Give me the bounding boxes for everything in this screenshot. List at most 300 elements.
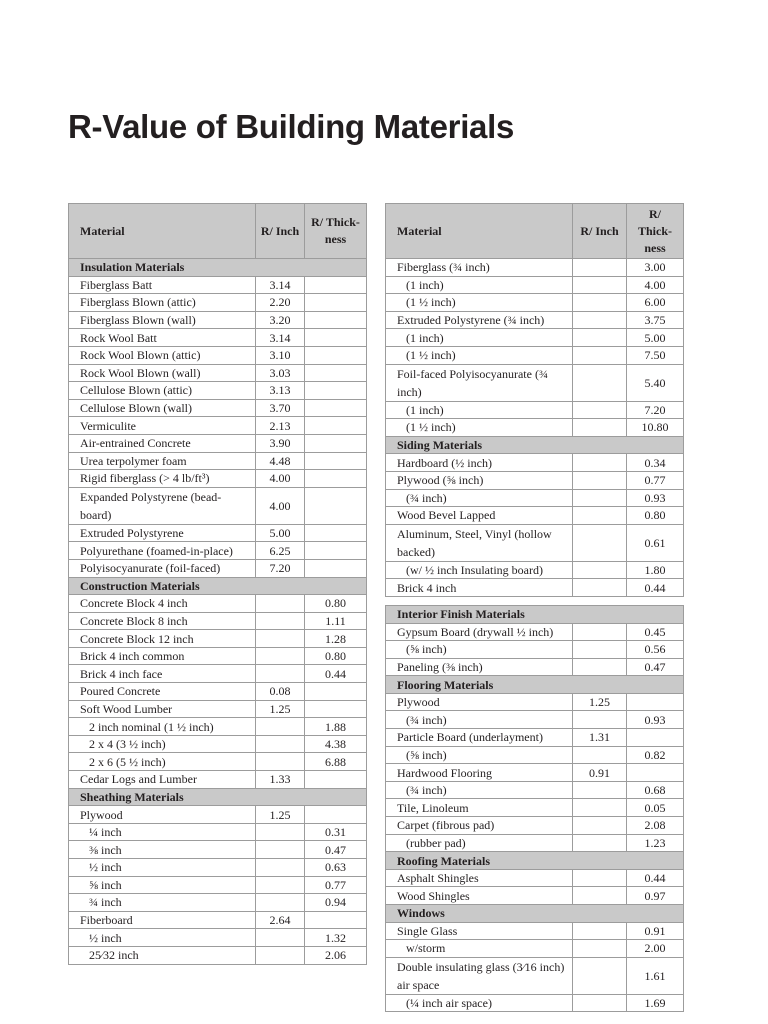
r-thickness-cell	[305, 311, 367, 329]
table-row	[69, 823, 367, 841]
r-thickness-cell: 0.44	[627, 869, 684, 887]
table-row	[386, 561, 684, 579]
r-thickness-cell	[305, 417, 367, 435]
r-inch-cell	[256, 894, 305, 912]
material-cell: ⅝ inch	[69, 876, 256, 894]
table-row	[69, 876, 367, 894]
table-row	[386, 329, 684, 347]
table-row	[386, 729, 684, 747]
material-cell: Cedar Logs and Lumber	[69, 771, 256, 789]
table-row	[69, 612, 367, 630]
material-cell: (1 inch)	[386, 401, 573, 419]
material-cell: Brick 4 inch face	[69, 665, 256, 683]
material-cell: (rubber pad)	[386, 834, 573, 852]
table-row	[69, 630, 367, 648]
material-cell: (1 inch)	[386, 329, 573, 347]
table-row	[386, 641, 684, 659]
section-header-row	[69, 788, 367, 806]
material-cell: Rock Wool Blown (attic)	[69, 346, 256, 364]
section-header-row	[386, 605, 684, 623]
r-inch-cell	[573, 711, 627, 729]
r-inch-cell: 1.25	[256, 806, 305, 824]
material-cell: w/storm	[386, 940, 573, 958]
table-row	[69, 470, 367, 488]
r-thickness-cell: 0.77	[627, 471, 684, 489]
r-thickness-cell: 0.77	[305, 876, 367, 894]
r-thickness-cell	[305, 683, 367, 701]
table-row	[69, 524, 367, 542]
r-thickness-cell: 0.80	[305, 647, 367, 665]
r-thickness-cell	[305, 470, 367, 488]
material-cell: Polyisocyanurate (foil-faced)	[69, 559, 256, 577]
material-cell: Double insulating glass (3⁄16 inch) air space	[386, 957, 573, 994]
material-cell: Tile, Linoleum	[386, 799, 573, 817]
r-thickness-cell: 0.68	[627, 781, 684, 799]
table-row	[69, 559, 367, 577]
material-cell: (¼ inch air space)	[386, 994, 573, 1012]
r-thickness-cell: 3.00	[627, 259, 684, 277]
r-thickness-cell	[305, 399, 367, 417]
material-cell: Aluminum, Steel, Vinyl (hollow backed)	[386, 524, 573, 561]
material-cell: (1 ½ inch)	[386, 346, 573, 364]
material-cell: Paneling (⅜ inch)	[386, 658, 573, 676]
material-cell: Concrete Block 12 inch	[69, 630, 256, 648]
table-row	[69, 364, 367, 382]
r-inch-cell: 3.13	[256, 382, 305, 400]
r-thickness-cell: 5.40	[627, 364, 684, 401]
table-row	[386, 994, 684, 1012]
r-inch-cell	[573, 994, 627, 1012]
r-thickness-cell	[305, 559, 367, 577]
material-cell: Brick 4 inch	[386, 579, 573, 597]
r-inch-cell	[573, 869, 627, 887]
r-inch-cell	[573, 489, 627, 507]
r-inch-cell	[573, 401, 627, 419]
material-cell: (¾ inch)	[386, 711, 573, 729]
table-row	[69, 294, 367, 312]
r-thickness-cell: 10.80	[627, 419, 684, 437]
table-row	[386, 764, 684, 782]
r-inch-cell: 2.13	[256, 417, 305, 435]
table-row	[69, 894, 367, 912]
material-cell: Wood Shingles	[386, 887, 573, 905]
table-row	[69, 841, 367, 859]
material-cell: Rock Wool Blown (wall)	[69, 364, 256, 382]
r-thickness-cell	[305, 911, 367, 929]
table-row	[386, 401, 684, 419]
table-row	[386, 693, 684, 711]
r-inch-cell	[573, 454, 627, 472]
r-thickness-cell	[305, 329, 367, 347]
header-r-thickness: R/ Thick-ness	[627, 204, 684, 259]
r-inch-cell	[573, 276, 627, 294]
section-header-row	[69, 577, 367, 595]
table-row	[69, 452, 367, 470]
r-inch-cell: 4.00	[256, 487, 305, 524]
material-cell: (1 inch)	[386, 276, 573, 294]
table-row	[69, 417, 367, 435]
section-title: Siding Materials	[386, 436, 684, 454]
material-cell: (1 ½ inch)	[386, 294, 573, 312]
r-value-table-left	[68, 203, 367, 965]
r-inch-cell: 6.25	[256, 542, 305, 560]
r-inch-cell: 3.90	[256, 434, 305, 452]
table-row	[69, 771, 367, 789]
r-inch-cell: 2.64	[256, 911, 305, 929]
r-thickness-cell: 4.38	[305, 735, 367, 753]
table-row	[69, 806, 367, 824]
r-inch-cell	[573, 641, 627, 659]
material-cell: ¾ inch	[69, 894, 256, 912]
r-inch-cell	[573, 957, 627, 994]
material-cell: 2 inch nominal (1 ½ inch)	[69, 718, 256, 736]
r-thickness-cell	[305, 771, 367, 789]
table-row	[69, 399, 367, 417]
table-row	[386, 489, 684, 507]
material-cell: (¾ inch)	[386, 489, 573, 507]
table-row	[69, 595, 367, 613]
r-thickness-cell: 0.97	[627, 887, 684, 905]
r-inch-cell	[256, 595, 305, 613]
table-row	[386, 940, 684, 958]
r-thickness-cell: 1.28	[305, 630, 367, 648]
material-cell: Hardwood Flooring	[386, 764, 573, 782]
r-thickness-cell: 0.47	[627, 658, 684, 676]
table-row	[69, 647, 367, 665]
r-thickness-cell: 0.93	[627, 489, 684, 507]
r-thickness-cell	[305, 524, 367, 542]
r-inch-cell: 1.33	[256, 771, 305, 789]
material-cell: Concrete Block 8 inch	[69, 612, 256, 630]
material-cell: Poured Concrete	[69, 683, 256, 701]
header-material: Material	[69, 204, 256, 259]
table-row	[69, 718, 367, 736]
material-cell: 25⁄32 inch	[69, 946, 256, 964]
r-thickness-cell	[627, 729, 684, 747]
r-inch-cell	[573, 817, 627, 835]
r-value-table-right	[385, 203, 684, 1012]
table-row	[69, 929, 367, 947]
r-thickness-cell: 7.50	[627, 346, 684, 364]
section-header-row	[386, 852, 684, 870]
r-inch-cell: 7.20	[256, 559, 305, 577]
material-cell: Polyurethane (foamed-in-place)	[69, 542, 256, 560]
material-cell: 2 x 4 (3 ½ inch)	[69, 735, 256, 753]
material-cell: Fiberglass Blown (attic)	[69, 294, 256, 312]
r-inch-cell	[256, 876, 305, 894]
table-row	[386, 887, 684, 905]
r-inch-cell	[256, 929, 305, 947]
section-title: Insulation Materials	[69, 259, 367, 277]
r-inch-cell	[573, 507, 627, 525]
table-row	[69, 487, 367, 524]
r-thickness-cell: 4.00	[627, 276, 684, 294]
r-thickness-cell: 0.82	[627, 746, 684, 764]
r-inch-cell: 3.20	[256, 311, 305, 329]
table-row	[69, 346, 367, 364]
table-row	[386, 579, 684, 597]
section-title: Sheathing Materials	[69, 788, 367, 806]
r-thickness-cell	[305, 806, 367, 824]
material-cell: ¼ inch	[69, 823, 256, 841]
material-cell: Urea terpolymer foam	[69, 452, 256, 470]
r-thickness-cell: 5.00	[627, 329, 684, 347]
r-inch-cell	[573, 346, 627, 364]
section-title: Flooring Materials	[386, 676, 684, 694]
table-row	[69, 700, 367, 718]
material-cell: ½ inch	[69, 859, 256, 877]
material-cell: (¾ inch)	[386, 781, 573, 799]
material-cell: Fiberglass (¾ inch)	[386, 259, 573, 277]
r-inch-cell	[573, 561, 627, 579]
r-thickness-cell	[305, 294, 367, 312]
material-cell: Rigid fiberglass (> 4 lb/ft³)	[69, 470, 256, 488]
material-cell: Vermiculite	[69, 417, 256, 435]
table-row	[386, 922, 684, 940]
r-thickness-cell	[305, 700, 367, 718]
material-cell: Fiberglass Blown (wall)	[69, 311, 256, 329]
r-inch-cell: 2.20	[256, 294, 305, 312]
r-thickness-cell: 0.94	[305, 894, 367, 912]
r-inch-cell: 0.08	[256, 683, 305, 701]
r-thickness-cell	[305, 346, 367, 364]
r-inch-cell	[573, 746, 627, 764]
r-inch-cell	[256, 665, 305, 683]
table-row	[386, 419, 684, 437]
section-title: Construction Materials	[69, 577, 367, 595]
table-row	[386, 454, 684, 472]
section-title: Windows	[386, 905, 684, 923]
r-inch-cell	[573, 259, 627, 277]
r-thickness-cell	[305, 542, 367, 560]
r-thickness-cell: 0.44	[627, 579, 684, 597]
r-thickness-cell	[305, 382, 367, 400]
r-thickness-cell: 0.34	[627, 454, 684, 472]
r-thickness-cell: 0.44	[305, 665, 367, 683]
r-inch-cell: 3.10	[256, 346, 305, 364]
r-thickness-cell: 1.32	[305, 929, 367, 947]
r-thickness-cell: 6.00	[627, 294, 684, 312]
r-thickness-cell	[305, 276, 367, 294]
r-thickness-cell: 2.00	[627, 940, 684, 958]
table-row	[69, 665, 367, 683]
table-row	[386, 346, 684, 364]
r-inch-cell: 5.00	[256, 524, 305, 542]
material-cell: ½ inch	[69, 929, 256, 947]
r-inch-cell	[256, 823, 305, 841]
r-inch-cell	[256, 735, 305, 753]
table-row	[386, 711, 684, 729]
r-inch-cell	[573, 419, 627, 437]
table-row	[386, 507, 684, 525]
r-thickness-cell: 2.06	[305, 946, 367, 964]
material-cell: Particle Board (underlayment)	[386, 729, 573, 747]
table-row	[386, 364, 684, 401]
r-thickness-cell: 3.75	[627, 311, 684, 329]
r-inch-cell	[573, 471, 627, 489]
r-inch-cell	[573, 329, 627, 347]
table-row	[386, 471, 684, 489]
r-thickness-cell	[627, 764, 684, 782]
r-thickness-cell: 0.45	[627, 623, 684, 641]
r-inch-cell	[573, 887, 627, 905]
r-inch-cell	[573, 658, 627, 676]
section-header-row	[386, 905, 684, 923]
r-inch-cell: 4.00	[256, 470, 305, 488]
r-inch-cell	[573, 799, 627, 817]
r-thickness-cell: 6.88	[305, 753, 367, 771]
table-row	[386, 658, 684, 676]
material-cell: Soft Wood Lumber	[69, 700, 256, 718]
r-inch-cell	[256, 718, 305, 736]
r-thickness-cell: 0.05	[627, 799, 684, 817]
r-inch-cell: 1.31	[573, 729, 627, 747]
table-row	[386, 311, 684, 329]
table-row	[386, 817, 684, 835]
r-thickness-cell	[305, 434, 367, 452]
r-inch-cell	[573, 834, 627, 852]
table-row	[69, 542, 367, 560]
r-thickness-cell	[627, 693, 684, 711]
table-row	[69, 434, 367, 452]
table-row	[69, 311, 367, 329]
material-cell: Extruded Polystyrene (¾ inch)	[386, 311, 573, 329]
header-r-inch: R/ Inch	[256, 204, 305, 259]
r-inch-cell	[256, 612, 305, 630]
r-inch-cell	[573, 781, 627, 799]
table-row	[386, 746, 684, 764]
r-inch-cell	[256, 753, 305, 771]
r-thickness-cell: 2.08	[627, 817, 684, 835]
header-r-inch: R/ Inch	[573, 204, 627, 259]
r-inch-cell: 3.14	[256, 329, 305, 347]
material-cell: Fiberboard	[69, 911, 256, 929]
table-row	[386, 957, 684, 994]
material-cell: Rock Wool Batt	[69, 329, 256, 347]
material-cell: Brick 4 inch common	[69, 647, 256, 665]
r-inch-cell	[573, 579, 627, 597]
material-cell: Cellulose Blown (wall)	[69, 399, 256, 417]
r-inch-cell	[573, 364, 627, 401]
material-cell: Extruded Polystyrene	[69, 524, 256, 542]
r-thickness-cell: 1.23	[627, 834, 684, 852]
table-row	[386, 294, 684, 312]
r-thickness-cell	[305, 452, 367, 470]
material-cell: Wood Bevel Lapped	[386, 507, 573, 525]
r-inch-cell	[573, 524, 627, 561]
material-cell: 2 x 6 (5 ½ inch)	[69, 753, 256, 771]
table-row	[69, 683, 367, 701]
r-inch-cell	[256, 859, 305, 877]
header-r-thickness: R/ Thick-ness	[305, 204, 367, 259]
table-row	[69, 946, 367, 964]
table-row	[386, 623, 684, 641]
r-inch-cell: 1.25	[573, 693, 627, 711]
spacer-cell	[386, 596, 684, 605]
r-inch-cell	[573, 294, 627, 312]
r-inch-cell: 3.14	[256, 276, 305, 294]
r-thickness-cell	[305, 487, 367, 524]
material-cell: Foil-faced Polyisocyanurate (¾ inch)	[386, 364, 573, 401]
section-header-row	[386, 436, 684, 454]
material-cell: Plywood	[386, 693, 573, 711]
section-header-row	[386, 676, 684, 694]
r-thickness-cell	[305, 364, 367, 382]
table-row	[386, 869, 684, 887]
section-title: Roofing Materials	[386, 852, 684, 870]
r-thickness-cell: 0.80	[627, 507, 684, 525]
r-thickness-cell: 7.20	[627, 401, 684, 419]
r-inch-cell	[573, 922, 627, 940]
r-inch-cell	[573, 623, 627, 641]
material-cell: (⅝ inch)	[386, 641, 573, 659]
material-cell: (w/ ½ inch Insulating board)	[386, 561, 573, 579]
material-cell: Expanded Polystyrene (bead-board)	[69, 487, 256, 524]
material-cell: Air-entrained Concrete	[69, 434, 256, 452]
r-inch-cell: 1.25	[256, 700, 305, 718]
r-thickness-cell: 0.63	[305, 859, 367, 877]
r-thickness-cell: 0.56	[627, 641, 684, 659]
material-cell: Plywood (⅝ inch)	[386, 471, 573, 489]
table-row	[386, 276, 684, 294]
r-inch-cell	[256, 647, 305, 665]
table-row	[69, 859, 367, 877]
material-cell: Asphalt Shingles	[386, 869, 573, 887]
material-cell: (⅝ inch)	[386, 746, 573, 764]
table-row	[69, 753, 367, 771]
table-row	[386, 259, 684, 277]
r-thickness-cell: 1.88	[305, 718, 367, 736]
r-thickness-cell: 0.80	[305, 595, 367, 613]
table-row	[386, 799, 684, 817]
page-title: R-Value of Building Materials	[68, 108, 515, 145]
material-cell: Plywood	[69, 806, 256, 824]
r-thickness-cell: 1.61	[627, 957, 684, 994]
material-cell: Concrete Block 4 inch	[69, 595, 256, 613]
material-cell: ⅜ inch	[69, 841, 256, 859]
r-inch-cell	[256, 630, 305, 648]
r-inch-cell: 4.48	[256, 452, 305, 470]
table-row	[69, 276, 367, 294]
r-thickness-cell: 1.11	[305, 612, 367, 630]
r-thickness-cell: 0.47	[305, 841, 367, 859]
table-header-row	[69, 204, 367, 259]
section-title: Interior Finish Materials	[386, 605, 684, 623]
r-inch-cell: 3.03	[256, 364, 305, 382]
r-thickness-cell: 1.69	[627, 994, 684, 1012]
material-cell: Carpet (fibrous pad)	[386, 817, 573, 835]
material-cell: Fiberglass Batt	[69, 276, 256, 294]
r-thickness-cell: 0.93	[627, 711, 684, 729]
section-header-row	[69, 259, 367, 277]
table-row	[69, 329, 367, 347]
r-inch-cell	[573, 940, 627, 958]
material-cell: (1 ½ inch)	[386, 419, 573, 437]
r-inch-cell	[573, 311, 627, 329]
r-thickness-cell: 0.61	[627, 524, 684, 561]
table-spacer-row	[386, 596, 684, 605]
material-cell: Gypsum Board (drywall ½ inch)	[386, 623, 573, 641]
r-thickness-cell: 0.31	[305, 823, 367, 841]
table-row	[69, 735, 367, 753]
r-inch-cell	[256, 946, 305, 964]
r-inch-cell: 3.70	[256, 399, 305, 417]
material-cell: Hardboard (½ inch)	[386, 454, 573, 472]
table-row	[386, 781, 684, 799]
material-cell: Single Glass	[386, 922, 573, 940]
table-row	[69, 911, 367, 929]
header-material: Material	[386, 204, 573, 259]
